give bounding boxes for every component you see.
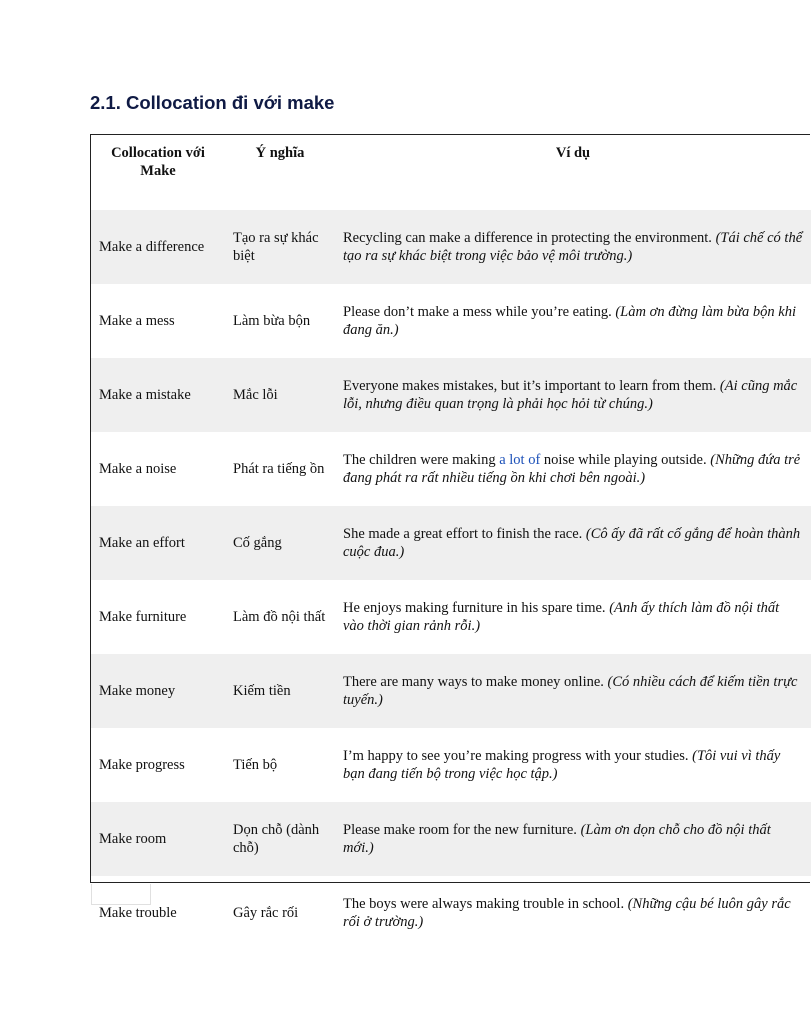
meaning-cell: Phát ra tiếng ồn: [233, 461, 325, 477]
table-row: [91, 580, 811, 654]
collocation-cell: Make a mess: [99, 313, 175, 329]
meaning-cell: Kiếm tiền: [225, 654, 335, 728]
table-header-row: [91, 135, 811, 210]
header-example: Ví dụ: [335, 135, 811, 210]
section-heading: 2.1. Collocation đi với make: [90, 92, 335, 113]
translation-text: (Những cậu bé luôn gây rắc rối ở trường.): [343, 896, 791, 930]
example-cell: [335, 284, 811, 358]
example-cell: [335, 728, 811, 802]
table-row: [91, 728, 811, 802]
meaning-cell: Tạo ra sự khác biệt: [225, 210, 335, 284]
translation-text: (Có nhiều cách để kiếm tiền trực tuyến.): [343, 674, 798, 708]
example-cell: [335, 358, 811, 432]
trailing-empty-cell: [91, 884, 151, 905]
meaning-cell: Gây rắc rối: [233, 905, 299, 921]
table-row: [91, 802, 811, 876]
collocation-cell: Make a noise: [99, 461, 177, 477]
table-row: [91, 654, 811, 728]
example-cell: [335, 506, 811, 580]
translation-text: (Làm ơn đừng làm bừa bộn khi đang ăn.): [343, 304, 796, 338]
table-row: [91, 876, 811, 950]
example-text: Please don’t make a mess while you’re eating.: [343, 304, 616, 320]
example-text: I’m happy to see you’re making progress with your studies.: [343, 748, 693, 764]
collocation-cell: Make furniture: [99, 609, 187, 625]
header-collocation: Collocation với Make: [91, 135, 225, 210]
meaning-cell: Mắc lỗi: [225, 358, 335, 432]
example-text: The boys were always making trouble in school.: [343, 896, 628, 912]
example-text: He enjoys making furniture in his spare time.: [343, 600, 610, 616]
example-cell: [335, 654, 811, 728]
example-cell: [335, 802, 811, 876]
translation-text: (Làm ơn dọn chỗ cho đồ nội thất mới.): [343, 822, 771, 856]
collocation-cell: Make progress: [99, 757, 185, 773]
translation-text: (Anh ấy thích làm đồ nội thất vào thời gian rảnh rỗi.): [343, 600, 780, 634]
example-cell: [335, 210, 811, 284]
example-text: The children were making: [343, 452, 500, 468]
collocation-table: [91, 135, 811, 950]
translation-text: (Ai cũng mắc lỗi, nhưng điều quan trọng là phải học hỏi từ chúng.): [343, 378, 798, 412]
example-text: She made a great effort to finish the race.: [343, 526, 586, 542]
example-cell: [335, 876, 811, 950]
collocation-cell: Make money: [91, 654, 225, 728]
example-text: noise while playing outside.: [540, 452, 711, 468]
header-meaning: Ý nghĩa: [225, 135, 335, 210]
example-text: There are many ways to make money online.: [343, 674, 608, 690]
example-text: Recycling can make a difference in protecting the environment.: [343, 230, 716, 246]
table-row: [91, 210, 811, 284]
translation-text: (Cô ấy đã rất cố gắng để hoàn thành cuộc đua.): [343, 526, 801, 560]
meaning-cell: Làm bừa bộn: [233, 313, 311, 329]
table-row: [91, 284, 811, 358]
table-row: [91, 432, 811, 506]
meaning-cell: Tiến bộ: [233, 757, 278, 773]
collocation-cell: Make a mistake: [91, 358, 225, 432]
collocation-cell: Make trouble: [99, 905, 177, 921]
translation-text: (Những đứa trẻ đang phát ra rất nhiều tiếng ồn khi chơi bên ngoài.): [343, 452, 801, 486]
translation-text: (Tôi vui vì thấy bạn đang tiến bộ trong việc học tập.): [343, 748, 781, 782]
translation-text: (Tái chế có thể tạo ra sự khác biệt trong việc bảo vệ môi trường.): [343, 230, 803, 264]
table-row: [91, 506, 811, 580]
collocation-cell: Make room: [91, 802, 225, 876]
meaning-cell: Cố gắng: [225, 506, 335, 580]
meaning-cell: Dọn chỗ (dành chỗ): [225, 802, 335, 876]
collocation-table-container: [90, 134, 810, 930]
example-text: Everyone makes mistakes, but it’s important to learn from them.: [343, 378, 720, 394]
example-cell: [335, 432, 811, 506]
example-text: Please make room for the new furniture.: [343, 822, 581, 838]
collocation-cell: Make a difference: [91, 210, 225, 284]
meaning-cell: Làm đồ nội thất: [233, 609, 326, 625]
example-cell: [335, 580, 811, 654]
a-lot-of-link[interactable]: a lot of: [499, 452, 541, 468]
table-row: [91, 358, 811, 432]
collocation-cell: Make an effort: [91, 506, 225, 580]
